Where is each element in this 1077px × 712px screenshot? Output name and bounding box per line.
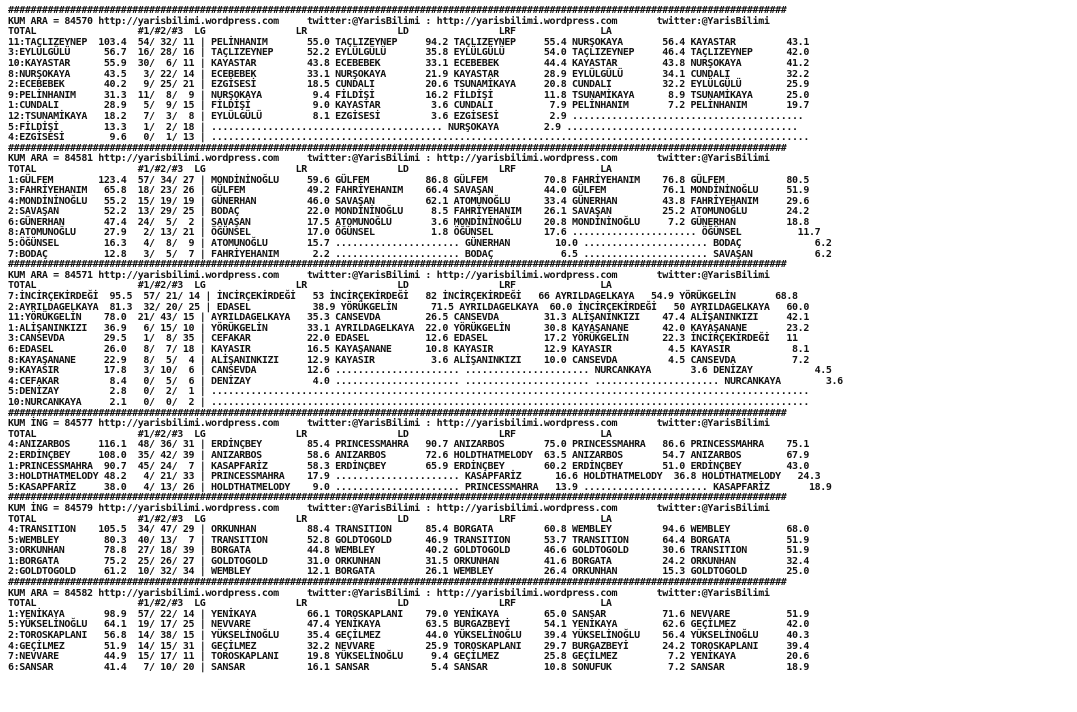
report-line: ########################################################################################################################################## <box>8 407 787 419</box>
report-line: 4:EZGİSESİ 9.6 0/ 1/ 13 | .......................................................................................................... <box>8 132 809 144</box>
report-line: 3:FAHRİYEHANIM 65.8 18/ 23/ 26 | GÜLFEM 49.2 FAHRİYEHANIM 66.4 SAVAŞAN 44.0 GÜLFEM 76.1 MONDİNİNOĞLU 51.9 <box>8 185 809 197</box>
report-line: 4:ANIZARBOS 116.1 48/ 36/ 31 | ERDİNÇBEY 85.4 PRINCESSMAHRA 90.7 ANIZARBOS 75.0 PRINCESSMAHRA 86.6 PRINCESSMAHRA 75.1 <box>8 439 809 451</box>
report-line: 5:ÖĞÜNSEL 16.3 4/ 8/ 9 | ATOMUNOĞLU 15.7 ...................... GÜNERHAN 10.0 ...................... BODAÇ 6.2 <box>8 238 832 250</box>
report-line: ########################################################################################################################################## <box>8 577 787 589</box>
report-line: 2:TOROSKAPLANI 56.8 14/ 38/ 15 | YÜKSELİNOĞLU 35.4 GEÇİLMEZ 44.0 YÜKSELİNOĞLU 39.4 YÜKSELİNOĞLU 56.4 YÜKSELİNOĞLU 40.3 <box>8 630 809 642</box>
report-line: 8:ATOMUNOĞLU 27.9 2/ 13/ 21 | ÖĞÜNSEL 17.0 ÖĞÜNSEL 1.8 ÖĞÜNSEL 17.6 ...................... ÖĞÜNSEL 11.7 <box>8 227 821 239</box>
report-line: 10:KAYASTAR 55.9 30/ 6/ 11 | KAYASTAR 43.8 ECEBEBEK 33.1 ECEBEBEK 44.4 KAYASTAR 43.8 NURŞOKAYA 41.2 <box>8 57 809 69</box>
report-line: 2:AYRILDAGELKAYA 81.3 32/ 20/ 25 | EDASEL 38.9 YÖRÜKGELİN 71.5 AYRILDAGELKAYA 60.0 İNCİRÇEKİRDEĞİ 50 AYRILDAGELKAYA 60.0 <box>8 301 809 313</box>
report-line: 2:SAVAŞAN 52.2 13/ 29/ 25 | BODAÇ 22.0 MONDİNİNOĞLU 8.5 FAHRİYEHANIM 26.1 SAVAŞAN 25.2 ATOMUNOĞLU 24.2 <box>8 206 809 218</box>
report-line: KUM İNG = 84579 http://yarisbilimi.wordpress.com twitter:@YarisBilimi : http://yarisbilimi.wordpress.com twitter:@YarisBilimi <box>8 502 770 514</box>
report-line: 2:GOLDTOGOLD 61.2 10/ 32/ 34 | WEMBLEY 12.1 BORGATA 26.1 WEMBLEY 26.4 ORKUNHAN 15.3 GOLDTOGOLD 25.0 <box>8 566 809 578</box>
report-line: 3:HOLDTHATMELODY 48.2 4/ 21/ 33 | PRINCESSMAHRA 17.9 ...................... KASAPFARİZ 16.6 HOLDTHATMELODY 36.8 HOLDTHATMELODY 24.3 <box>8 471 821 483</box>
report-line: 12:TSUNAMİKAYA 18.2 7/ 3/ 8 | EYLÜLGÜLÜ 8.1 EZGİSESİ 3.6 EZGİSESİ 2.9 ......................................... <box>8 110 804 122</box>
report-line: 4:CEFAKAR 8.4 0/ 5/ 6 | DENİZAY 4.0 ...................... ...................... ...................... NURCANKAYA 3.6 <box>8 375 843 387</box>
report-line: 1:ALİŞANINKIZI 36.9 6/ 15/ 10 | YÖRÜKGELİN 33.1 AYRILDAGELKAYA 22.0 YÖRÜKGELİN 30.8 KAYAŞANANE 42.0 KAYAŞANANE 23.2 <box>8 322 809 334</box>
report-line: 2:ERDİNÇBEY 108.0 35/ 42/ 39 | ANIZARBOS 58.6 ANIZARBOS 72.6 HOLDTHATMELODY 63.5 ANIZARBOS 54.7 ANIZARBOS 67.9 <box>8 449 809 461</box>
report-line: KUM ARA = 84570 http://yarisbilimi.wordpress.com twitter:@YarisBilimi : http://yarisbilimi.wordpress.com twitter:@YarisBilimi <box>8 15 770 27</box>
report-line: 1:CUNDALI 28.9 5/ 9/ 15 | FİLDİŞİ 9.0 KAYASTAR 3.6 CUNDALI 7.9 PELİNHANIM 7.2 PELİNHANIM 19.7 <box>8 100 809 112</box>
report-line: TOTAL #1/#2/#3 LG LR LD LRF LA <box>8 163 612 175</box>
report-line: KUM ARA = 84582 http://yarisbilimi.wordpress.com twitter:@YarisBilimi : http://yarisbilimi.wordpress.com twitter:@YarisBilimi <box>8 587 770 599</box>
report-line: 6:EDASEL 26.0 8/ 7/ 18 | KAYASIR 16.5 KAYAŞANANE 10.8 KAYASIR 12.9 KAYASIR 4.5 KAYASIR 8.1 <box>8 344 809 355</box>
report-line: 7:NEVVARE 44.9 15/ 17/ 11 | TOROSKAPLANI 19.8 YÜKSELİNOĞLU 9.4 GEÇİLMEZ 25.8 GEÇİLMEZ 7.2 YENİKAYA 20.6 <box>8 651 809 663</box>
report-line: 5:KASAPFARİZ 38.0 4/ 13/ 26 | HOLDTHATMELODY 9.0 ...................... PRINCESSMAHRA 13.9 ...................... KASAPFARİZ 18.9 <box>8 481 832 493</box>
report-line: TOTAL #1/#2/#3 LG LR LD LRF LA <box>8 26 612 38</box>
report-line: 11:YÖRÜKGELİN 78.0 21/ 43/ 15 | AYRILDAGELKAYA 35.3 CANSEVDA 26.5 CANSEVDA 31.3 ALİŞANINKIZI 47.4 ALİŞANINKIZI 42.1 <box>8 312 809 324</box>
report-line: 7:BODAÇ 12.8 3/ 5/ 7 | FAHRİYEHANIM 2.2 ...................... BODAÇ 6.5 ...................... SAVAŞAN 6.2 <box>8 248 832 260</box>
report-line: 8:KAYAŞANANE 22.9 8/ 5/ 4 | ALİŞANINKIZI 12.9 KAYASIR 3.6 ALİŞANINKIZI 10.0 CANSEVDA 4.5 CANSEVDA 7.2 <box>8 354 809 366</box>
report-line: 4:GEÇİLMEZ 51.9 14/ 15/ 31 | GEÇİLMEZ 32.2 NEVVARE 25.9 TOROSKAPLANI 29.7 BURGAZBEYİ 24.2 TOROSKAPLANI 39.4 <box>8 640 809 652</box>
report-line: 11:TAÇLIZEYNEP 103.4 54/ 32/ 11 | PELİNHANIM 55.0 TAÇLIZEYNEP 94.2 TAÇLIZEYNEP 55.4 NURŞOKAYA 56.4 KAYASTAR 43.1 <box>8 36 809 48</box>
report-line: 1:PRINCESSMAHRA 90.7 45/ 24/ 7 | KASAPFARİZ 58.3 ERDİNÇBEY 65.9 ERDİNÇBEY 60.2 ERDİNÇBEY 51.0 ERDİNÇBEY 43.0 <box>8 460 809 472</box>
report-line: 9:PELİNHANIM 31.3 11/ 8/ 9 | NURŞOKAYA 9.4 FİLDİŞİ 16.2 FİLDİŞİ 11.8 TSUNAMİKAYA 8.9 TSUNAMİKAYA 25.0 <box>8 89 809 101</box>
report-line: 6:GÜNERHAN 47.4 24/ 5/ 2 | SAVAŞAN 17.5 ATOMUNOĞLU 3.6 MONDİNİNOĞLU 20.8 MONDİNİNOĞLU 7.2 GÜNERHAN 18.8 <box>8 216 809 228</box>
report-line: KUM İNG = 84577 http://yarisbilimi.wordpress.com twitter:@YarisBilimi : http://yarisbilimi.wordpress.com twitter:@YarisBilimi <box>8 418 770 430</box>
report-line: 6:SANSAR 41.4 7/ 10/ 20 | SANSAR 16.1 SANSAR 5.4 SANSAR 10.8 SONUFUK 7.2 SANSAR 18.9 <box>8 661 809 673</box>
report-line: 4:MONDİNİNOĞLU 55.2 15/ 19/ 19 | GÜNERHAN 46.0 SAVAŞAN 62.1 ATOMUNOĞLU 33.4 GÜNERHAN 43.8 FAHRİYEHANIM 29.6 <box>8 195 809 207</box>
report-line: ########################################################################################################################################## <box>8 492 787 504</box>
report-line: KUM ARA = 84571 http://yarisbilimi.wordpress.com twitter:@YarisBilimi : http://yarisbilimi.wordpress.com twitter:@YarisBilimi <box>8 269 770 281</box>
report-line: ########################################################################################################################################## <box>8 259 787 271</box>
report-line: 10:NURCANKAYA 2.1 0/ 0/ 2 | .......................................................................................................... <box>8 396 809 408</box>
report-line: 9:KAYASIR 17.8 3/ 10/ 6 | CANSEVDA 12.6 ...................... ...................... NURCANKAYA 3.6 DENİZAY 4.5 <box>8 365 832 377</box>
report-line: 5:FİLDİŞİ 13.3 1/ 2/ 18 | ......................................... NURŞOKAYA 2.9 ......................................... <box>8 121 798 133</box>
report-line: 3:CANSEVDA 29.5 1/ 8/ 35 | CEFAKAR 22.0 EDASEL 12.6 EDASEL 17.2 YÖRÜKGELİN 22.3 İNCİRÇEKİRDEĞİ 11 <box>8 333 798 345</box>
report-line: 2:ECEBEBEK 40.2 9/ 25/ 21 | EZGİSESİ 18.5 CUNDALI 20.6 TSUNAMİKAYA 20.8 CUNDALI 32.2 EYLÜLGÜLÜ 25.9 <box>8 79 809 91</box>
report-line: 8:NURŞOKAYA 43.5 3/ 22/ 14 | ECEBEBEK 33.1 NURŞOKAYA 21.9 KAYASTAR 28.9 EYLÜLGÜLÜ 34.1 CUNDALI 32.2 <box>8 68 809 80</box>
report-line: TOTAL #1/#2/#3 LG LR LD LRF LA <box>8 428 612 440</box>
report-line: 5:YÜKSELİNOĞLU 64.1 19/ 17/ 25 | NEVVARE 47.4 YENİKAYA 63.5 BURGAZBEYİ 54.1 YENİKAYA 62.6 GEÇİLMEZ 42.0 <box>8 619 809 631</box>
report-line: 4:TRANSITION 105.5 34/ 47/ 29 | ORKUNHAN 88.4 TRANSITION 85.4 BORGATA 60.8 WEMBLEY 94.6 WEMBLEY 68.0 <box>8 524 809 536</box>
report-line: 1:YENİKAYA 98.9 57/ 22/ 14 | YENİKAYA 66.1 TOROSKAPLANI 79.0 YENİKAYA 65.0 SANSAR 71.6 NEVVARE 51.9 <box>8 608 809 620</box>
report-line: 5:WEMBLEY 80.3 40/ 13/ 7 | TRANSITION 52.8 GOLDTOGOLD 46.9 TRANSITION 53.7 TRANSITION 64.4 BORGATA 51.9 <box>8 534 809 546</box>
report-line: TOTAL #1/#2/#3 LG LR LD LRF LA <box>8 280 612 292</box>
report-line: 5:DENİZAY 2.8 0/ 2/ 1 | .......................................................................................................... <box>8 386 809 398</box>
report-line: KUM ARA = 84581 http://yarisbilimi.wordpress.com twitter:@YarisBilimi : http://yarisbilimi.wordpress.com twitter:@YarisBilimi <box>8 153 770 165</box>
report-line: ########################################################################################################################################## <box>8 6 787 16</box>
race-report-sheet <box>8 6 1070 706</box>
report-line: 3:ORKUNHAN 78.8 27/ 18/ 39 | BORGATA 44.8 WEMBLEY 40.2 GOLDTOGOLD 46.6 GOLDTOGOLD 30.6 TRANSITION 51.9 <box>8 545 809 557</box>
report-line: 1:BORGATA 75.2 25/ 26/ 27 | GOLDTOGOLD 31.0 ORKUNHAN 31.5 ORKUNHAN 41.6 BORGATA 24.2 ORKUNHAN 32.4 <box>8 555 809 567</box>
report-line: 1:GÜLFEM 123.4 57/ 34/ 27 | MONDİNİNOĞLU 59.6 GÜLFEM 86.8 GÜLFEM 70.8 FAHRİYEHANIM 76.8 GÜLFEM 80.5 <box>8 174 809 186</box>
report-line: ########################################################################################################################################## <box>8 142 787 154</box>
report-line: TOTAL #1/#2/#3 LG LR LD LRF LA <box>8 598 612 610</box>
report-line: TOTAL #1/#2/#3 LG LR LD LRF LA <box>8 513 612 525</box>
report-line: 3:EYLÜLGÜLÜ 56.7 16/ 28/ 16 | TAÇLIZEYNEP 52.2 EYLÜLGÜLÜ 35.8 EYLÜLGÜLÜ 54.0 TAÇLIZEYNEP 46.4 TAÇLIZEYNEP 42.0 <box>8 47 809 59</box>
report-line: 7:İNCİRÇEKİRDEĞİ 95.5 57/ 21/ 14 | İNCİRÇEKİRDEĞİ 53 İNCİRÇEKİRDEĞİ 82 İNCİRÇEKİRDEĞİ 66 AYRILDAGELKAYA 54.9 YÖRÜKGELİN 68.8 <box>8 291 798 303</box>
